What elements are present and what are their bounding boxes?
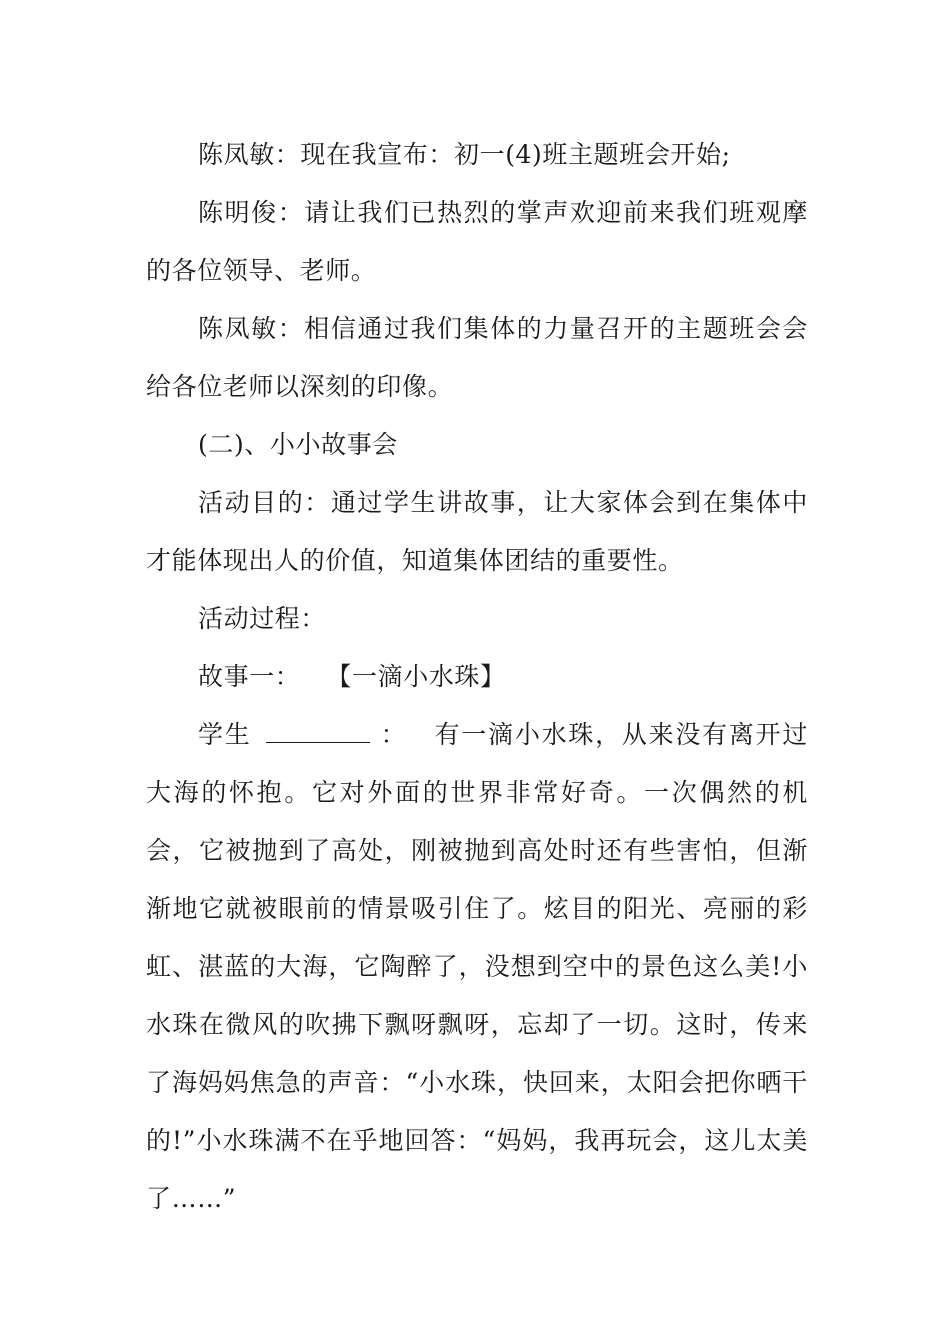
paragraph: 陈凤敏：现在我宣布：初一(4)班主题班会开始; — [198, 140, 731, 169]
section-heading: (二)、小小故事会 — [198, 430, 398, 459]
story-paragraph — [146, 706, 808, 1228]
story-text: 有一滴小水珠，从来没有离开过大海的怀抱。它对外面的世界非常好奇。一次偶然的机会，它被抛到了高处，刚被抛到高处时还有些害怕，但渐渐地它就被眼前的情景吸引住了。炫目的阳光、亮丽的彩虹、湛蓝的大海，它陶醉了，没想到空中的景色这么美!小水珠在微风的吹拂下飘呀飘呀，忘却了一切。这时，传来了海妈妈焦急的声音：“小水珠，快回来，太阳会把你晒干的!”小水珠满不在乎地回答：“妈妈，我再玩会，这儿太美了……” — [146, 720, 809, 1213]
student-name-blank — [266, 724, 370, 743]
story-label: 故事一： — [198, 662, 301, 691]
paragraph: 活动过程： — [198, 604, 327, 633]
paragraph: 陈明俊：请让我们已热烈的掌声欢迎前来我们班观摩的各位领导、老师。 — [146, 198, 808, 285]
student-label: 学生 — [198, 720, 252, 749]
story-title: 【一滴小水珠】 — [326, 662, 506, 691]
story-heading — [146, 648, 808, 706]
colon: ： — [379, 720, 408, 749]
paragraph: 活动目的：通过学生讲故事，让大家体会到在集体中才能体现出人的价值，知道集体团结的重要性。 — [146, 488, 808, 575]
document-body — [146, 126, 808, 1228]
paragraph: 陈凤敏：相信通过我们集体的力量召开的主题班会会给各位老师以深刻的印像。 — [146, 314, 808, 401]
